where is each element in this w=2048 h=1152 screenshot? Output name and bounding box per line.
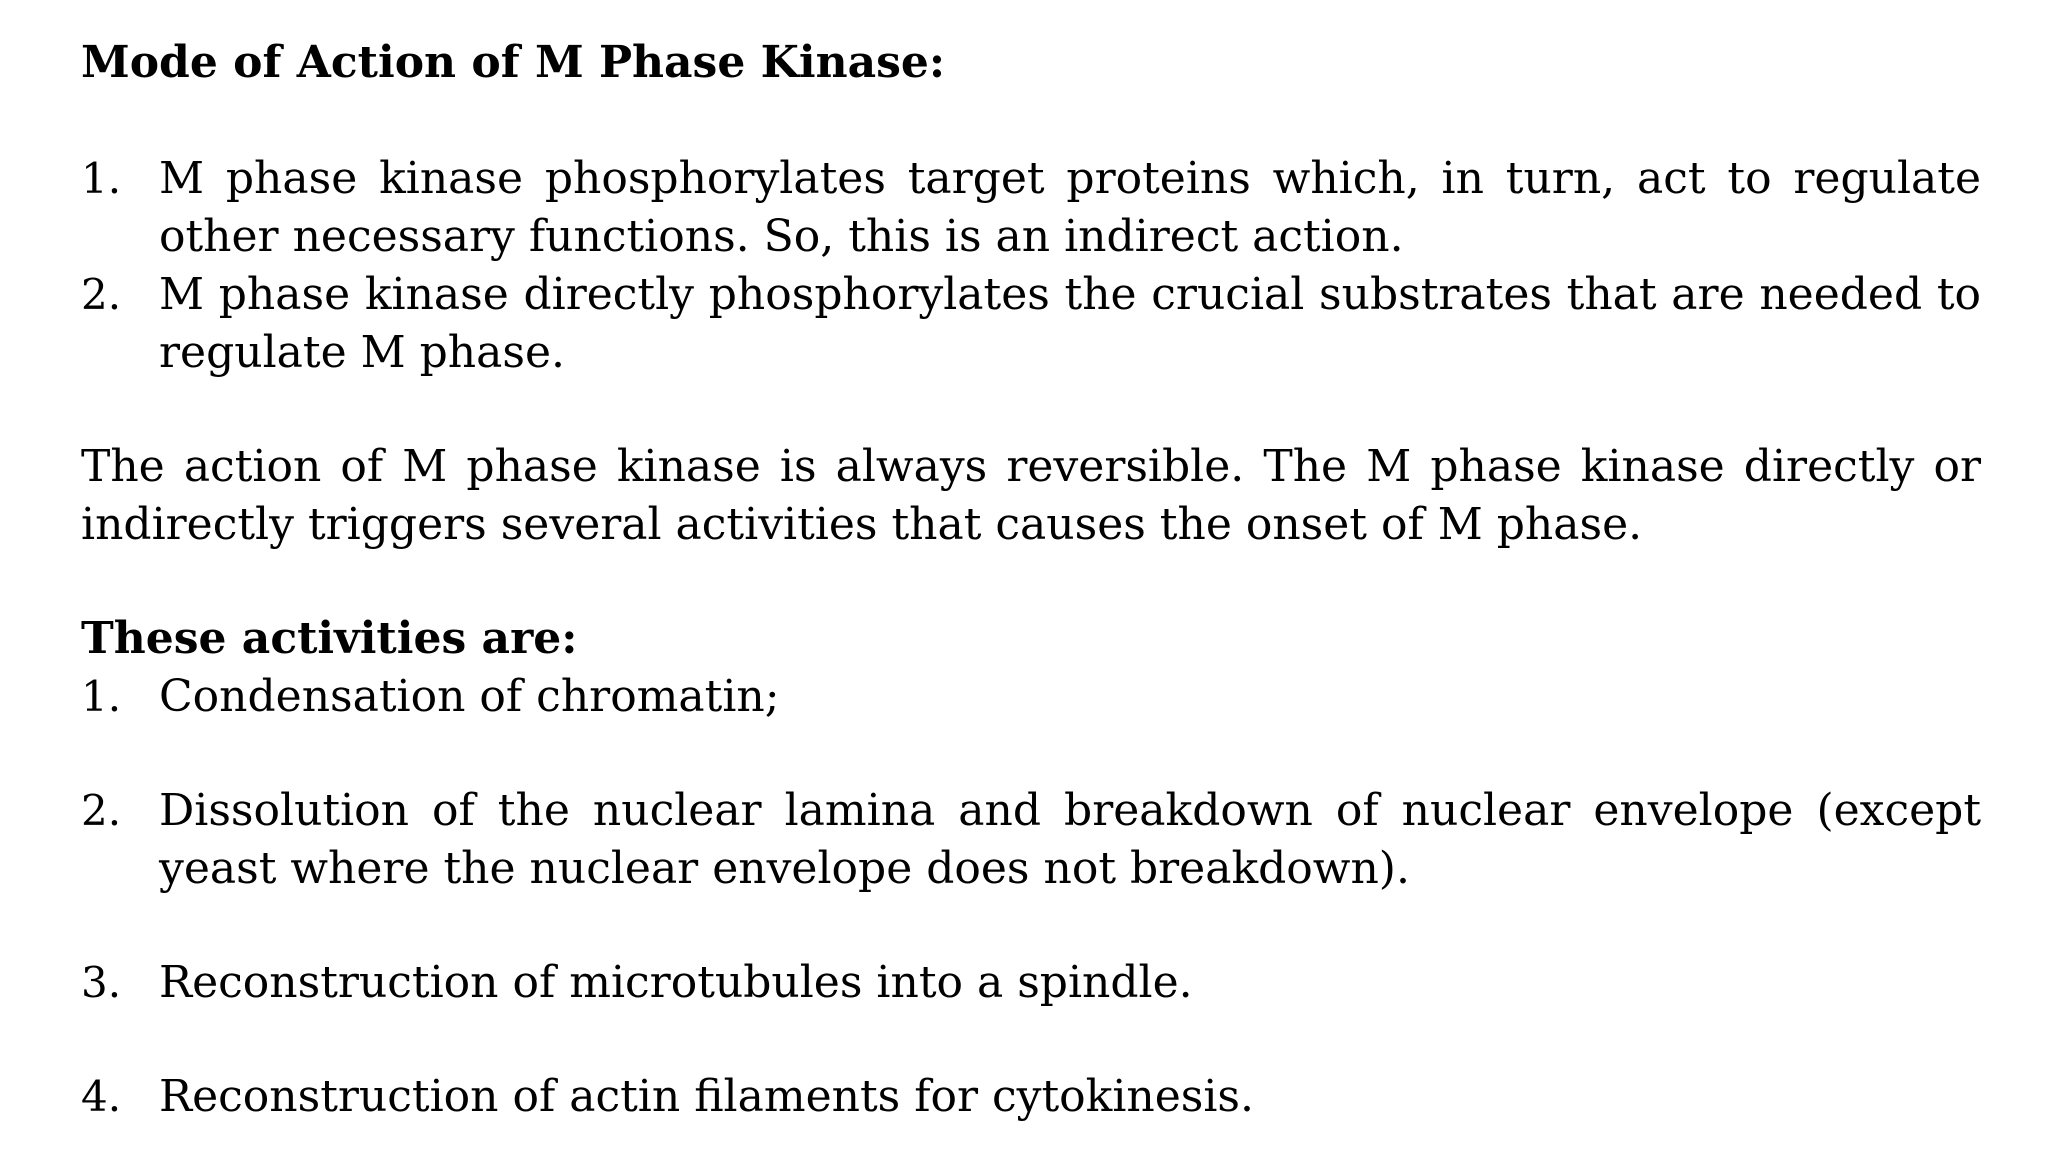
modes-list [81, 150, 1981, 382]
list-text: Reconstruction of actin filaments for cytokinesis. [159, 1071, 1254, 1122]
list-number: 1. [81, 154, 122, 203]
spacer [81, 898, 1981, 954]
body-paragraph: The action of M phase kinase is always reversible. The M phase kinase directly or indirectly triggers several activities that causes the onset of M phase. [81, 441, 1981, 550]
list-item [81, 668, 1981, 726]
list-text: Reconstruction of microtubules into a spindle. [159, 957, 1193, 1008]
list-number: 3. [81, 958, 122, 1007]
list-item [81, 266, 1981, 382]
spacer [81, 92, 1981, 150]
list-item [81, 782, 1981, 898]
section-heading: These activities are: [81, 613, 578, 664]
list-text: Condensation of chromatin; [159, 671, 780, 722]
spacer [81, 554, 1981, 610]
list-item [81, 954, 1981, 1012]
list-text: M phase kinase phosphorylates target proteins which, in turn, act to regulate other necessary functions. So, this is an indirect action. [159, 153, 1981, 262]
activities-list [81, 668, 1981, 1126]
list-number: 2. [81, 786, 122, 835]
list-item [81, 150, 1981, 266]
spacer [81, 382, 1981, 438]
list-number: 2. [81, 270, 122, 319]
page-title: Mode of Action of M Phase Kinase: [81, 37, 946, 88]
spacer [81, 1012, 1981, 1068]
list-text: Dissolution of the nuclear lamina and breakdown of nuclear envelope (except yeast where the nuclear envelope does not breakdown). [159, 785, 1981, 894]
list-number: 4. [81, 1072, 122, 1121]
list-text: M phase kinase directly phosphorylates the crucial substrates that are needed to regulate M phase. [159, 269, 1981, 378]
list-number: 1. [81, 672, 122, 721]
spacer [81, 726, 1981, 782]
list-item [81, 1068, 1981, 1126]
document-page [81, 34, 1981, 1126]
